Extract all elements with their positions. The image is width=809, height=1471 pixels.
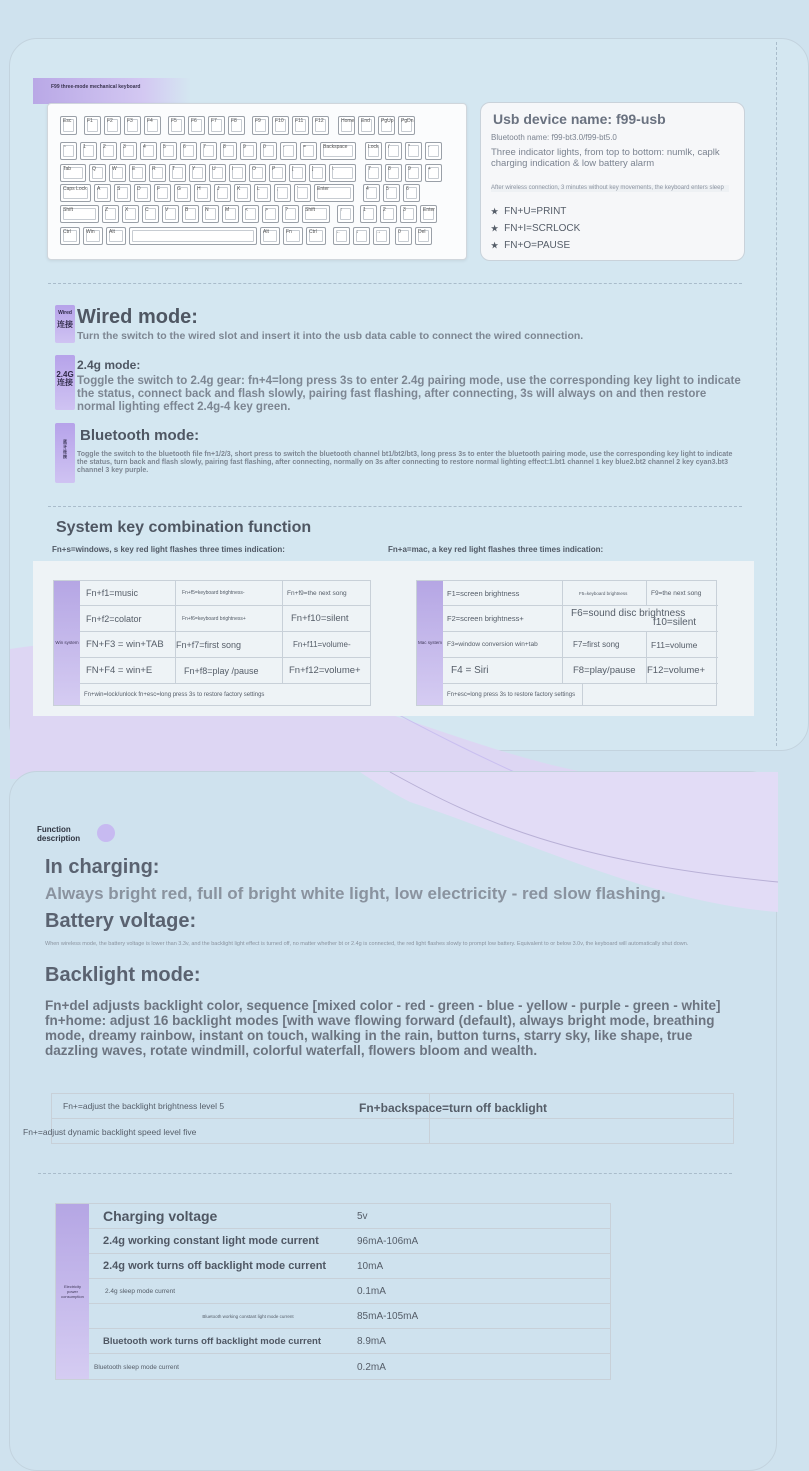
key: Enter [420,205,437,223]
power-value-cell: 8.9mA [351,1329,611,1354]
mac-footer-cell: Fn+esc=long press 3s to restore factory settings [443,684,583,706]
power-value-cell: 96mA-106mA [351,1229,611,1254]
win-cell: Fn+f2=colator [80,606,176,632]
power-value-cell: 85mA-105mA [351,1304,611,1329]
mac-cell: F9=the next song [647,581,718,606]
key: Tab [60,164,86,182]
bluetooth-name: Bluetooth name: f99-bt3.0/f99-bt5.0 [491,133,617,142]
key: 8 [385,164,402,182]
key: ← [333,227,350,245]
win-cell: Fn+f10=silent [283,606,371,632]
key: 2 [380,205,397,223]
win-cell: FN+F3 = win+TAB [80,632,176,658]
key: F3 [124,116,141,135]
key: Win [83,227,103,245]
mac-cell: F12=volume+ [647,658,718,684]
key: End [358,116,375,135]
win-cell: Fn+f11=volume- [283,632,371,658]
sleep-text: After wireless connection, 3 minutes without key movements, the keyboard enters sleep [491,185,729,192]
win-cell: FN+F4 = win+E [80,658,176,684]
key: M [222,205,239,223]
key: < [242,205,259,223]
key: P [269,164,286,182]
key: Alt [260,227,280,245]
power-label-cell: 2.4g work turns off backlight mode current [89,1254,407,1279]
g24-mode-desc: Toggle the switch to 2.4g gear: fn+4=long press 3s to enter 2.4g pairing mode, use the corresponding key light to indicate the status, connect back and flash slowly, pairing fast flashing, after connecting, 3s will always on and then restore normal lighting effect 2.4g-4 key green. [77,375,741,413]
key: T [169,164,186,182]
key: * [405,142,422,160]
key: F2 [104,116,121,135]
key: Lock [365,142,382,160]
key: I [229,164,246,182]
key: → [373,227,390,245]
key: ~ [60,142,77,160]
star-icon: ★ [491,207,499,216]
key: 6 [403,184,420,202]
mac-cell: F1=screen brightness [443,581,563,606]
battery-title: Battery voltage: [45,910,197,932]
power-side-label: Electricity power consumption [56,1204,89,1379]
key: Caps Lock [60,184,91,202]
power-label-cell: Bluetooth working constant light mode current [89,1304,407,1329]
power-value-cell: 10mA [351,1254,611,1279]
win-cell: Fn+f6=keyboard brightness+ [176,606,283,632]
key: 9 [405,164,422,182]
battery-text: When wireless mode, the battery voltage is lower than 3.3v, and the backlight light effect is turned off, no matter whether bt or 2.4g is connected, the red light flashes slowly to prompt low battery. Equivalent to or below 3.0v, the keyboard will automatically shut down. [45,941,689,947]
backlight-table [23,1093,734,1144]
key: Ctrl [60,227,80,245]
key: C [142,205,159,223]
key: O [249,164,266,182]
key: ' [294,184,311,202]
key: 1 [360,205,377,223]
key: ? [282,205,299,223]
usb-device-name: Usb device name: f99-usb [493,111,666,127]
key: K [234,184,251,202]
key: F10 [272,116,289,135]
system-key-title: System key combination function [56,519,312,536]
key: Y [189,164,206,182]
charging-text: Always bright red, full of bright white light, low electricity - red slow flashing. [45,884,666,903]
mac-cell: F6=sound disc brightness [563,606,718,632]
key: F6 [188,116,205,135]
key: 7 [365,164,382,182]
key: / [385,142,402,160]
key: 4 [363,184,380,202]
backlight-title: Backlight mode: [45,964,201,986]
key: [ [289,164,306,182]
charging-title: In charging: [45,856,160,878]
key: 8 [220,142,237,160]
power-value-cell: 0.1mA [351,1279,611,1304]
key: ↑ [337,205,354,223]
power-label-cell: 2.4g working constant light mode current [89,1229,407,1254]
mac-cell: F3=window conversion win+tab [443,632,563,658]
wired-mode-desc: Turn the switch to the wired slot and insert it into the usb data cable to connect the wired connection. [77,330,584,342]
key: 3 [400,205,417,223]
backlight-cell: Fn+backspace=turn off backlight [430,1094,734,1119]
mac-cell: F2=screen brightness+ [443,606,563,632]
key: F8 [228,116,245,135]
wired-badge: Wired 连接 [55,305,75,343]
win-cell: Fn+f5=keyboard brightness- [176,581,283,606]
mac-cell-text: f10=silent [653,617,697,628]
key: F11 [292,116,309,135]
key: F12 [312,116,329,135]
win-cell: Fn+f9=the next song [283,581,371,606]
power-label-cell: Bluetooth sleep mode current [94,1363,179,1371]
key: 1 [80,142,97,160]
key: E [129,164,146,182]
win-cell: Fn+f1=music [80,581,176,606]
g24-badge: 2.4G 连接 [55,355,75,410]
key: F1 [84,116,101,135]
key: ↓ [353,227,370,245]
key: 0 [395,227,412,245]
mac-cell: F11=volume [647,632,718,658]
wired-mode-title: Wired mode: [77,306,198,328]
divider [38,1173,732,1174]
key: V [162,205,179,223]
key: Z [102,205,119,223]
win-cell: Fn+f8=play /pause [176,658,283,684]
key: 5 [160,142,177,160]
bluetooth-badge: 蓝牙连接 [55,423,75,483]
key: Ctrl [306,227,326,245]
key: D [134,184,151,202]
key: U [209,164,226,182]
key: Q [89,164,106,182]
key: 4 [140,142,157,160]
key: 0 [260,142,277,160]
power-label-cell: Charging voltage [89,1204,407,1229]
key: G [174,184,191,202]
win-side-label: Win system [54,581,80,705]
divider [48,283,742,284]
function-description-label: Function description [37,825,81,843]
key: > [262,205,279,223]
decorative-dot [97,824,115,842]
key: \ [329,164,356,182]
keyboard-tab-label: F99 three-mode mechanical keyboard [51,84,141,90]
key: F7 [208,116,225,135]
key: F5 [168,116,185,135]
backlight-text: Fn+del adjusts backlight color, sequence [mixed color - red - green - blue - yellow - purple - green - white] fn+home: adjust 16 backlight modes [with wave flowing forward (default), always bright mode, breathing mode, dreamy rainbow, instant on touch, walking in the rain, button turns, starry sky, like shape, true dazzling waves, rotate windmill, colorful waterfall, flowers bloom and wealth. [45,998,721,1058]
key [129,227,257,245]
key: H [194,184,211,202]
win-note: Fn+s=windows, s key red light flashes three times indication: [52,545,285,554]
key: 6 [180,142,197,160]
fn-row-scrlock: ★ FN+I=SCRLOCK [491,223,581,234]
key: J [214,184,231,202]
backlight-cell [430,1119,734,1144]
key: - [280,142,297,160]
mac-cell: F5=keyboard brightness [563,581,647,606]
key: 7 [200,142,217,160]
key: A [94,184,111,202]
key: PgDn [398,116,415,135]
backlight-cell: Fn+=adjust the backlight brightness level 5 [52,1094,430,1119]
key: - [425,142,442,160]
key: 5 [383,184,400,202]
key: 3 [120,142,137,160]
mac-cell: F8=play/pause [563,658,647,684]
key: Alt [106,227,126,245]
star-icon: ★ [491,224,499,233]
mac-cell: F7=first song [563,632,647,658]
power-value-cell: 5v [351,1204,611,1229]
keyboard-tab [33,78,191,104]
key: = [300,142,317,160]
key: 2 [100,142,117,160]
key: PgUp [378,116,395,135]
indicator-lights-text: Three indicator lights, from top to bottom: numlk, caplk charging indication & low battery alarm [491,147,720,169]
mac-note: Fn+a=mac, a key red light flashes three times indication: [388,545,604,554]
fn-row-print: ★ FN+U=PRINT [491,206,567,217]
key: S [114,184,131,202]
key: Home [338,116,355,135]
key: B [182,205,199,223]
power-value-cell: 0.2mA [357,1361,386,1373]
key: N [202,205,219,223]
star-icon: ★ [491,241,499,250]
bluetooth-mode-title: Bluetooth mode: [80,427,200,444]
keyboard-layout [47,103,467,260]
backlight-cell: Fn+=adjust dynamic backlight speed level five [52,1119,430,1144]
win-system-table [53,580,371,706]
usb-info-card [480,102,745,261]
key: R [149,164,166,182]
key: Backspace [320,142,356,160]
mac-side-label: Mac system [417,581,443,705]
key: 9 [240,142,257,160]
key: Enter [314,184,354,202]
divider-vertical [776,42,777,746]
bluetooth-mode-desc: Toggle the switch to the bluetooth file fn+1/2/3, short press to switch the bluetooth channel bt1/bt2/bt3, long press 3s to enter the bluetooth pairing mode, use the corresponding key light to indicate the status, turn back and flash slowly, pairing fast flashing, after connecting, normally on 3s after connecting to restore normal lighting effect:1.bt1 channel 1 key blue2.bt2 channel 2 key cyan3.bt3 channel 3 key purple. [77,451,733,474]
power-label-cell: 2.4g sleep mode current [89,1279,407,1304]
mac-cell: F4 = Siri [443,658,563,684]
divider [48,506,742,507]
win-footer-cell: Fn+win=lock/unlock fn+esc=long press 3s to restore factory settings [84,692,265,698]
key: Shift [60,205,99,223]
power-consumption-table [55,1203,611,1380]
g24-mode-title: 2.4g mode: [77,358,141,372]
key: Esc [60,116,77,135]
key: X [122,205,139,223]
key: F4 [144,116,161,135]
win-cell: Fn+f7=first song [176,632,283,658]
key: Del [415,227,432,245]
key: F9 [252,116,269,135]
key: ; [274,184,291,202]
mac-system-table [416,580,717,706]
power-label-cell: Bluetooth work turns off backlight mode current [89,1329,407,1354]
key: W [109,164,126,182]
key: F [154,184,171,202]
key: ] [309,164,326,182]
key: L [254,184,271,202]
key: Shift [302,205,330,223]
win-cell: Fn+f12=volume+ [283,658,371,684]
key: Fn [283,227,303,245]
key: + [425,164,442,182]
fn-row-pause: ★ FN+O=PAUSE [491,240,571,251]
